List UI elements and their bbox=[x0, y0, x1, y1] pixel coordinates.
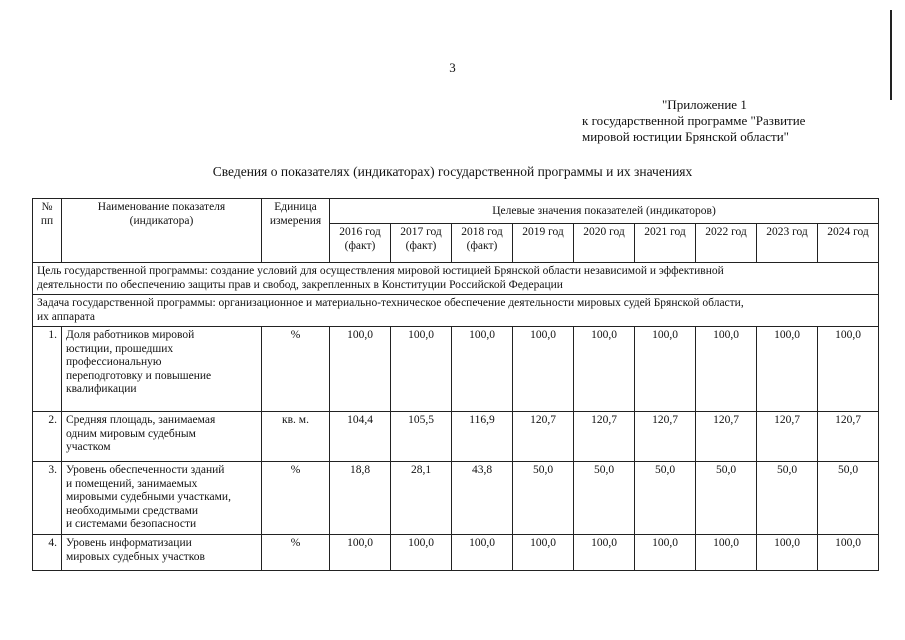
appendix-line-1: "Приложение 1 bbox=[662, 97, 747, 112]
indicator-unit: % bbox=[262, 462, 330, 535]
value-cell: 100,0 bbox=[635, 327, 696, 412]
table-row bbox=[33, 327, 879, 412]
header-name: Наименование показателя (индикатора) bbox=[62, 199, 262, 263]
table-row bbox=[33, 462, 879, 535]
indicators-table bbox=[32, 198, 879, 571]
value-cell: 100,0 bbox=[757, 327, 818, 412]
program-goal: Цель государственной программы: создание условий для осуществления мировой юстицией Брянской области независимой и эффективной деятельности по обеспечению защиты прав и свобод, закрепленных в Конституции Российской Федерации bbox=[33, 263, 879, 295]
value-cell: 43,8 bbox=[452, 462, 513, 535]
header-year: 2016 год (факт) bbox=[330, 224, 391, 263]
value-cell: 100,0 bbox=[696, 535, 757, 571]
header-row bbox=[33, 199, 879, 224]
header-year: 2020 год bbox=[574, 224, 635, 263]
row-number: 1. bbox=[33, 327, 62, 412]
value-cell: 120,7 bbox=[818, 412, 879, 462]
value-cell: 100,0 bbox=[635, 535, 696, 571]
value-cell: 100,0 bbox=[513, 327, 574, 412]
value-cell: 105,5 bbox=[391, 412, 452, 462]
row-number: 3. bbox=[33, 462, 62, 535]
indicator-unit: кв. м. bbox=[262, 412, 330, 462]
value-cell: 120,7 bbox=[757, 412, 818, 462]
row-number: 2. bbox=[33, 412, 62, 462]
value-cell: 120,7 bbox=[696, 412, 757, 462]
value-cell: 100,0 bbox=[574, 327, 635, 412]
header-year: 2023 год bbox=[757, 224, 818, 263]
header-year: 2018 год (факт) bbox=[452, 224, 513, 263]
value-cell: 100,0 bbox=[513, 535, 574, 571]
value-cell: 100,0 bbox=[757, 535, 818, 571]
value-cell: 28,1 bbox=[391, 462, 452, 535]
header-year: 2022 год bbox=[696, 224, 757, 263]
program-task: Задача государственной программы: организационное и материально-техническое обеспечение деятельности мировых судей Брянской области, их аппарата bbox=[33, 295, 879, 327]
appendix-line-2: к государственной программе "Развитие bbox=[582, 113, 806, 128]
page-edge-line bbox=[890, 10, 892, 100]
indicator-name: Средняя площадь, занимаемая одним мировым судебным участком bbox=[62, 412, 262, 462]
header-target-values: Целевые значения показателей (индикаторов) bbox=[330, 199, 879, 224]
header-year: 2017 год (факт) bbox=[391, 224, 452, 263]
value-cell: 50,0 bbox=[696, 462, 757, 535]
value-cell: 50,0 bbox=[818, 462, 879, 535]
value-cell: 100,0 bbox=[391, 327, 452, 412]
value-cell: 100,0 bbox=[696, 327, 757, 412]
page-number: 3 bbox=[449, 60, 456, 75]
value-cell: 100,0 bbox=[574, 535, 635, 571]
value-cell: 50,0 bbox=[513, 462, 574, 535]
indicator-unit: % bbox=[262, 327, 330, 412]
value-cell: 18,8 bbox=[330, 462, 391, 535]
value-cell: 100,0 bbox=[818, 327, 879, 412]
document-title: Сведения о показателях (индикаторах) государственной программы и их значениях bbox=[212, 164, 693, 179]
table-row bbox=[33, 535, 879, 571]
value-cell: 116,9 bbox=[452, 412, 513, 462]
value-cell: 100,0 bbox=[452, 327, 513, 412]
header-year: 2019 год bbox=[513, 224, 574, 263]
appendix-line-3: мировой юстиции Брянской области" bbox=[582, 129, 789, 144]
indicator-unit: % bbox=[262, 535, 330, 571]
table-row bbox=[33, 412, 879, 462]
value-cell: 100,0 bbox=[452, 535, 513, 571]
indicator-name: Доля работников мировой юстиции, прошедших профессиональную переподготовку и повышение квалификации bbox=[62, 327, 262, 412]
value-cell: 120,7 bbox=[635, 412, 696, 462]
value-cell: 50,0 bbox=[574, 462, 635, 535]
value-cell: 120,7 bbox=[513, 412, 574, 462]
value-cell: 100,0 bbox=[330, 327, 391, 412]
indicator-name: Уровень обеспеченности зданий и помещений, занимаемых мировыми судебными участками, необходимыми средствами и системами безопасности bbox=[62, 462, 262, 535]
value-cell: 50,0 bbox=[757, 462, 818, 535]
task-row bbox=[33, 295, 879, 327]
value-cell: 120,7 bbox=[574, 412, 635, 462]
header-year: 2024 год bbox=[818, 224, 879, 263]
row-number: 4. bbox=[33, 535, 62, 571]
value-cell: 104,4 bbox=[330, 412, 391, 462]
value-cell: 100,0 bbox=[330, 535, 391, 571]
header-year: 2021 год bbox=[635, 224, 696, 263]
value-cell: 50,0 bbox=[635, 462, 696, 535]
value-cell: 100,0 bbox=[818, 535, 879, 571]
value-cell: 100,0 bbox=[391, 535, 452, 571]
goal-row bbox=[33, 263, 879, 295]
header-unit: Единица измерения bbox=[262, 199, 330, 263]
indicator-name: Уровень информатизации мировых судебных участков bbox=[62, 535, 262, 571]
appendix-note bbox=[582, 97, 882, 145]
header-num: № пп bbox=[33, 199, 62, 263]
